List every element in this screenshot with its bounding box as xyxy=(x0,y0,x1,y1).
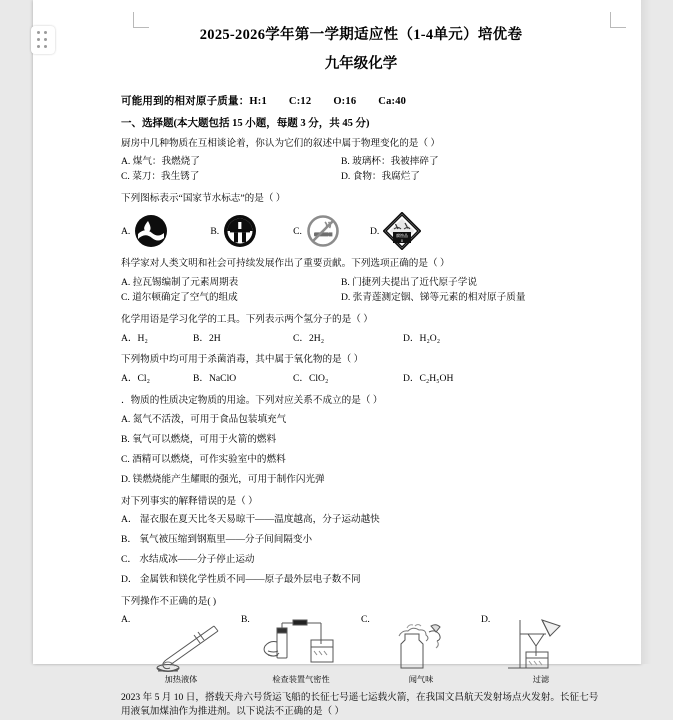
question-2-option-b-label: B. xyxy=(210,225,220,237)
question-7-option-c[interactable]: C． 水结成冰——分子停止运动 xyxy=(121,554,255,566)
question-3-stem: 科学家对人类文明和社会可持续发展作出了重要贡献。下列选项正确的是（ ） xyxy=(121,258,450,270)
question-8-option-a-caption: 加热液体 xyxy=(164,674,198,684)
question-7-options xyxy=(121,513,601,587)
question-1-options xyxy=(121,155,601,185)
question-6-option-a[interactable]: A. 氮气不活泼，可用于食品包装填充气 xyxy=(121,414,287,426)
atomic-mass-line xyxy=(121,93,601,108)
question-4-option-c[interactable]: C．2H₂ xyxy=(293,332,325,344)
question-4-option-b[interactable]: B．2H xyxy=(193,332,221,344)
question-3-option-c[interactable]: C. 道尔顿确定了空气的组成 xyxy=(121,291,238,303)
page-right-shadow xyxy=(641,0,651,664)
question-8-option-b-label: B. xyxy=(241,613,250,625)
question-5-option-a[interactable]: A．Cl₂ xyxy=(121,373,150,385)
question-8-option-c-label: C. xyxy=(361,613,370,625)
question-8-option-a[interactable] xyxy=(121,614,241,685)
question-8-option-b[interactable] xyxy=(241,614,361,685)
recycle-circle-logo-icon xyxy=(223,214,257,248)
page-subtitle: 九年级化学 xyxy=(324,55,398,72)
question-3-options xyxy=(121,276,601,306)
question-4-options xyxy=(121,332,601,347)
question-8-option-a-label: A. xyxy=(121,613,131,625)
question-8-options xyxy=(121,614,601,685)
question-6-option-d[interactable]: D. 镁燃烧能产生耀眼的强光，可用于制作闪光弹 xyxy=(121,473,325,485)
question-2-option-d-label: D. xyxy=(369,225,380,237)
question-2-option-a[interactable] xyxy=(121,214,168,248)
question-1-option-c[interactable]: C. 菜刀：我生锈了 xyxy=(121,171,200,183)
margin-corner-mark-top-right xyxy=(610,12,626,28)
question-8-option-b-caption: 检查装置气密性 xyxy=(272,674,330,684)
question-8-stem: 下列操作不正确的是( ) xyxy=(121,595,217,607)
question-1-option-b[interactable]: B. 玻璃杯：我被摔碎了 xyxy=(341,156,439,168)
question-5-stem: 下列物质中均可用于杀菌消毒，其中属于氧化物的是（ ） xyxy=(121,354,364,366)
question-6-stem: ．物质的性质决定物质的用途。下列对应关系不成立的是（ ） xyxy=(121,395,383,407)
drag-handle-icon[interactable] xyxy=(31,26,55,54)
svg-text:腐蚀品: 腐蚀品 xyxy=(396,233,409,239)
section-heading: 一、选择题(本大题包括 15 小题，每题 3 分，共 45 分) xyxy=(121,117,370,129)
svg-text:8: 8 xyxy=(401,239,404,244)
question-8-option-c[interactable] xyxy=(361,614,481,685)
question-6-option-b[interactable]: B. 氧气可以燃烧，可用于火箭的燃料 xyxy=(121,433,277,445)
question-4-option-d[interactable]: D．H₂O₂ xyxy=(403,332,441,344)
question-9-stem: 2023 年 5 月 10 日，搭载天舟六号货运飞船的长征七号遥七运载火箭，在我国文昌航天发射场点火发射。长征七号用液氧加煤油作为推进剂。以下说法不正确的是（ ） xyxy=(121,691,599,718)
question-8-option-d-caption: 过滤 xyxy=(532,674,550,684)
question-3-option-a[interactable]: A. 拉瓦锡编制了元素周期表 xyxy=(121,276,239,288)
question-1-stem: 厨房中几种物质在互相谈论着，你认为它们的叙述中属于物理变化的是（ ） xyxy=(121,137,440,149)
question-5-option-c[interactable]: C．ClO₂ xyxy=(293,373,329,385)
question-6-option-c[interactable]: C. 酒精可以燃烧，可作实验室中的燃料 xyxy=(121,453,286,465)
drag-dots-icon xyxy=(37,31,49,50)
question-7-option-b[interactable]: B． 氧气被压缩到钢瓶里——分子间间隔变小 xyxy=(121,534,313,546)
smelling-gas-figure xyxy=(361,614,481,672)
question-5-option-b[interactable]: B．NaClO xyxy=(193,373,237,385)
airtightness-check-figure xyxy=(241,614,361,672)
corrosive-hazard-diamond-icon xyxy=(383,212,421,250)
question-3-option-d[interactable]: D. 张青莲测定铟、锑等元素的相对原子质量 xyxy=(341,291,526,303)
no-smoking-icon xyxy=(306,214,340,248)
question-3-option-b[interactable]: B. 门捷列夫提出了近代原子学说 xyxy=(341,276,477,288)
atomic-mass-ca: Ca:40 xyxy=(378,95,407,107)
question-2-option-b[interactable] xyxy=(210,214,257,248)
question-5-options xyxy=(121,372,601,387)
document-page xyxy=(33,0,641,718)
atomic-mass-o: O:16 xyxy=(333,95,357,107)
question-8-option-c-caption: 闻气味 xyxy=(408,674,434,684)
question-1-option-d[interactable]: D. 食物：我腐烂了 xyxy=(341,171,420,183)
water-saving-logo-icon xyxy=(134,214,168,248)
atomic-mass-h: H:1 xyxy=(249,95,267,107)
atomic-mass-label: 可能用到的相对原子质量： xyxy=(121,95,250,107)
filtration-figure xyxy=(481,614,601,672)
heating-liquid-test-tube-figure xyxy=(121,614,241,672)
question-4-stem: 化学用语是学习化学的工具。下列表示两个氢分子的是（ ） xyxy=(121,313,373,325)
question-2-stem: 下列图标表示“国家节水标志”的是（ ） xyxy=(121,193,286,205)
question-2-option-a-label: A. xyxy=(121,225,131,237)
question-7-option-a[interactable]: A． 湿衣服在夏天比冬天易晾干——温度越高，分子运动越快 xyxy=(121,514,380,526)
page-title: 2025-2026学年第一学期适应性（1-4单元）培优卷 xyxy=(199,27,523,43)
question-4-option-a[interactable]: A．H₂ xyxy=(121,332,148,344)
document-content xyxy=(121,0,601,720)
atomic-mass-c: C:12 xyxy=(288,95,312,107)
question-2-option-c-label: C. xyxy=(293,225,302,237)
question-5-option-d[interactable]: D．C₂H₅OH xyxy=(403,373,454,385)
question-1-option-a[interactable]: A. 煤气：我燃烧了 xyxy=(121,156,200,168)
question-2-option-c[interactable] xyxy=(293,214,340,248)
question-8-option-d[interactable] xyxy=(481,614,601,685)
question-8-option-d-label: D. xyxy=(481,613,491,625)
question-7-option-d[interactable]: D． 金属铁和镁化学性质不同——原子最外层电子数不同 xyxy=(121,574,361,586)
question-2-options xyxy=(121,212,601,250)
question-2-option-d[interactable] xyxy=(370,212,421,250)
question-6-options xyxy=(121,413,601,487)
question-7-stem: 对下列事实的解释错误的是（ ） xyxy=(121,495,258,507)
